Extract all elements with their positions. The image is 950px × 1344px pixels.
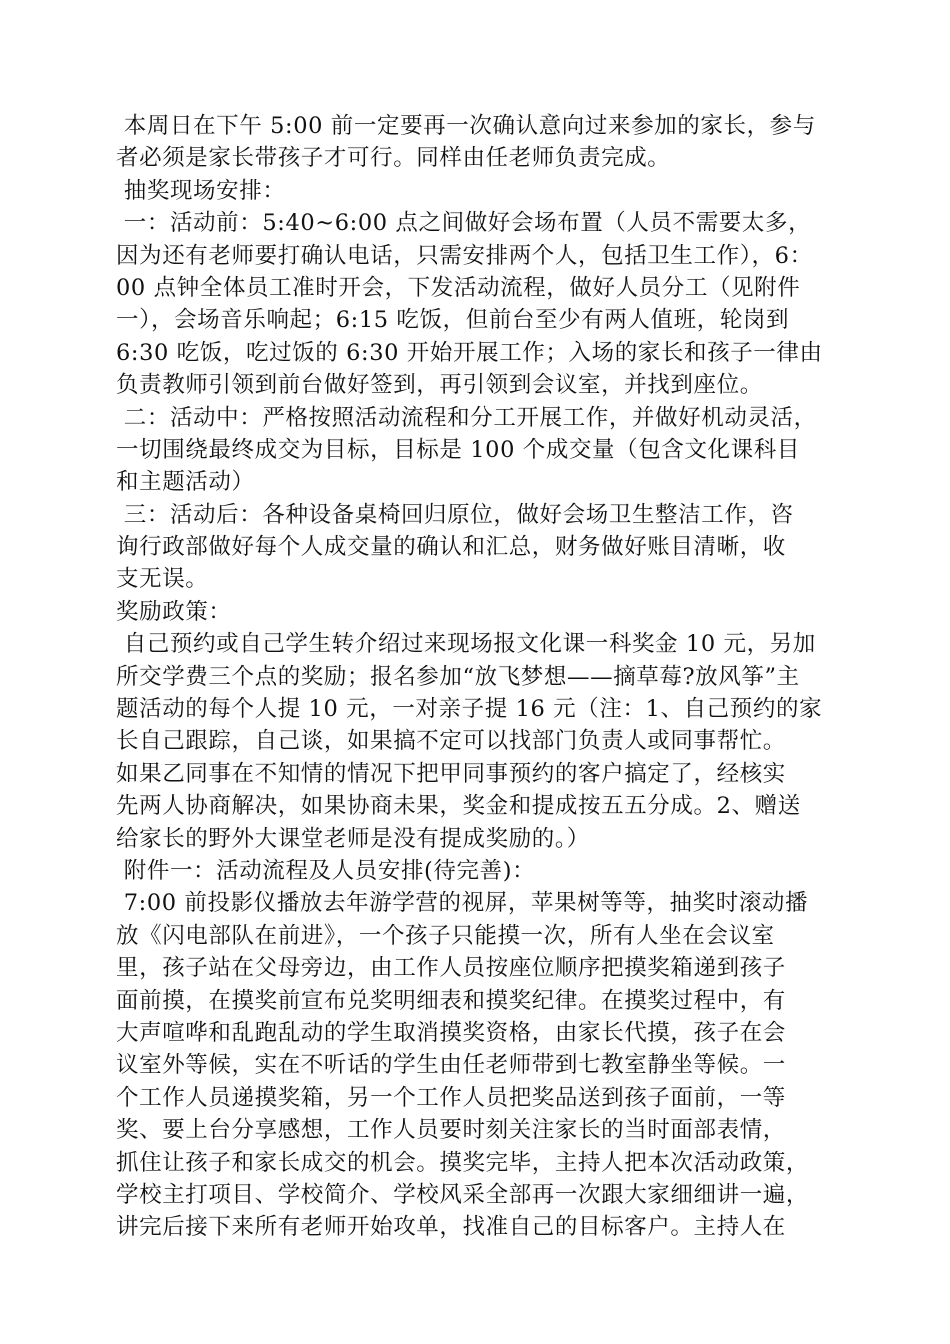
text-line: 长自己跟踪，自己谈，如果搞不定可以找部门负责人或同事帮忙。 xyxy=(116,728,786,755)
text-line: 6:30 吃饭，吃过饭的 6:30 开始开展工作；入场的家长和孩子一律由 xyxy=(116,339,823,366)
text-line: 里，孩子站在父母旁边，由工作人员按座位顺序把摸奖箱递到孩子 xyxy=(116,955,786,982)
text-line: 如果乙同事在不知情的情况下把甲同事预约的客户搞定了，经核实 xyxy=(116,760,786,787)
text-line: 一：活动前：5:40~6:00 点之间做好会场布置（人员不需要太多， xyxy=(116,210,812,237)
text-line: 7:00 前投影仪播放去年游学营的视屏，苹果树等等，抽奖时滚动播 xyxy=(116,890,809,917)
text-line: 放《闪电部队在前进》，一个孩子只能摸一次，所有人坐在会议室 xyxy=(116,922,775,949)
section-heading: 抽奖现场安排： xyxy=(116,177,286,204)
text-line: 一切围绕最终成交为目标，目标是 100 个成交量（包含文化课科目 xyxy=(116,436,800,463)
text-line: 先两人协商解决，如果协商未果，奖金和提成按五五分成。2、赠送 xyxy=(116,793,801,820)
section-heading: 附件一：活动流程及人员安排(待完善)： xyxy=(116,857,536,884)
text-line: 三：活动后：各种设备桌椅回归原位，做好会场卫生整洁工作，咨 xyxy=(116,501,794,528)
text-line: 二：活动中：严格按照活动流程和分工开展工作，并做好机动灵活， xyxy=(116,404,817,431)
text-line: 负责教师引领到前台做好签到，再引领到会议室，并找到座位。 xyxy=(116,372,763,399)
section-heading: 奖励政策： xyxy=(116,598,232,625)
text-line: 和主题活动） xyxy=(116,469,255,496)
text-line: 00 点钟全体员工准时开会，下发活动流程，做好人员分工（见附件 xyxy=(116,274,801,301)
text-line: 给家长的野外大课堂老师是没有提成奖励的。） xyxy=(116,825,590,852)
text-line: 因为还有老师要打确认电话，只需安排两个人，包括卫生工作），6： xyxy=(116,242,813,269)
text-line: 自己预约或自己学生转介绍过来现场报文化课一科奖金 10 元，另加 xyxy=(116,631,816,658)
text-line: 支无误。 xyxy=(116,566,209,593)
text-line: 学校主打项目、学校简介、学校风采全部再一次跟大家细细讲一遍， xyxy=(116,1181,810,1208)
text-line: 抓住让孩子和家长成交的机会。摸奖完毕，主持人把本次活动政策， xyxy=(116,1149,810,1176)
text-line: 个工作人员递摸奖箱，另一个工作人员把奖品送到孩子面前，一等 xyxy=(116,1084,786,1111)
document-body xyxy=(116,110,856,1244)
text-line: 询行政部做好每个人成交量的确认和汇总，财务做好账目清晰，收 xyxy=(116,534,786,561)
text-line: 一），会场音乐响起；6:15 吃饭，但前台至少有两人值班，轮岗到 xyxy=(116,307,790,334)
text-line: 讲完后接下来所有老师开始攻单，找准自己的目标客户。主持人在 xyxy=(116,1214,786,1241)
text-line: 者必须是家长带孩子才可行。同样由任老师负责完成。 xyxy=(116,145,671,172)
text-line: 面前摸，在摸奖前宣布兑奖明细表和摸奖纪律。在摸奖过程中，有 xyxy=(116,987,786,1014)
text-line: 题活动的每个人提 10 元，一对亲子提 16 元（注：1、自己预约的家 xyxy=(116,696,823,723)
text-line: 奖、要上台分享感想，工作人员要时刻关注家长的当时面部表情， xyxy=(116,1117,786,1144)
text-line: 本周日在下午 5:00 前一定要再一次确认意向过来参加的家长，参与 xyxy=(116,113,816,139)
text-line: 议室外等候，实在不听话的学生由任老师带到七教室静坐等候。一 xyxy=(116,1052,786,1079)
text-line: 大声喧哗和乱跑乱动的学生取消摸奖资格，由家长代摸，孩子在会 xyxy=(116,1019,786,1046)
text-line: 所交学费三个点的奖励；报名参加“放飞梦想——摘草莓?放风筝”主 xyxy=(116,663,800,690)
